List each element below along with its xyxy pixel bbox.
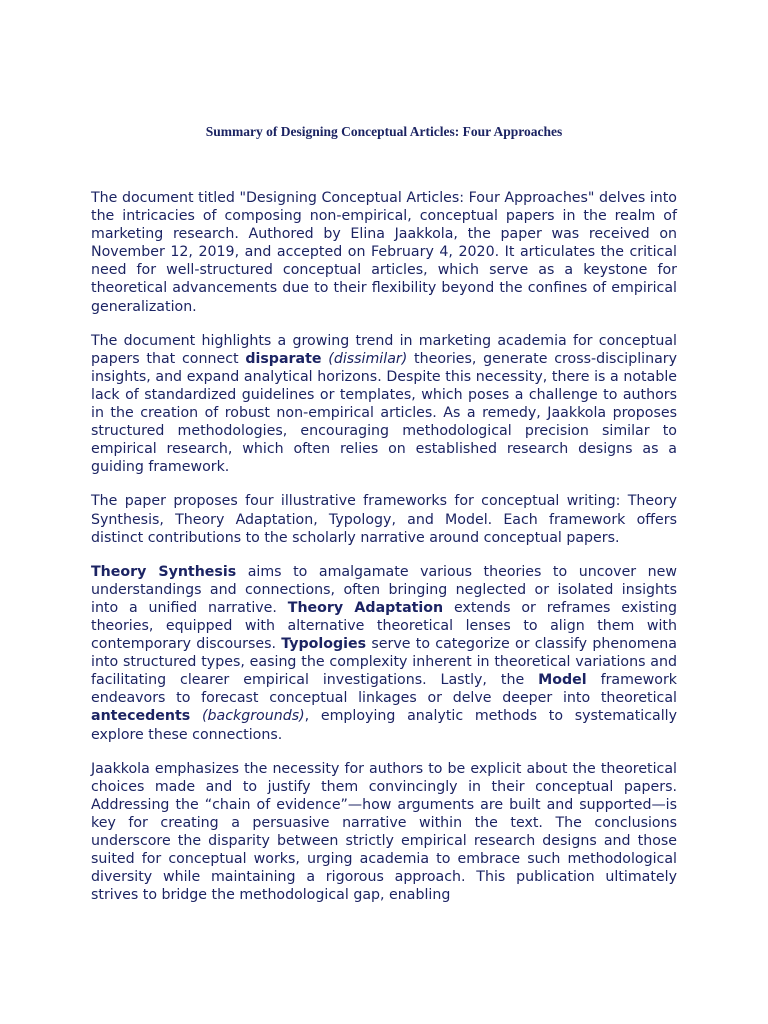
gloss-backgrounds: (backgrounds) (201, 708, 305, 725)
text-run: The document highlights a growing trend in marketing academia for conceptual papers that connect (91, 332, 677, 367)
text-run (190, 708, 202, 724)
text-run: serve to categorize or classify phenomena into structured types, easing the complexity inherent in theoretical variations and facilitating clearer empirical investigations. Lastly, the (91, 636, 677, 689)
term-typologies: Typologies (281, 636, 367, 653)
paragraph-conclusion: Jaakkola emphasizes the necessity for authors to be explicit about the theoretical choices made and to justify them convincingly in their conceptual papers. Addressing the “chain of evidence”—how arguments are built and supported—is key for creating a persuasive narrative within the text. The conclusions underscore the disparity between strictly empirical research designs and those suited for conceptual works, urging academia to embrace such methodological diversity while maintaining a rigorous approach. This publication ultimately strives to bridge the methodological gap, enabling (91, 760, 677, 904)
term-disparate: disparate (245, 350, 322, 367)
paragraph-trend (91, 332, 677, 477)
term-theory-synthesis: Theory Synthesis (91, 563, 237, 580)
document-body (91, 189, 677, 920)
gloss-dissimilar: (dissimilar) (328, 350, 408, 367)
document-title: Summary of Designing Conceptual Articles: Four Approaches (205, 124, 563, 139)
term-theory-adaptation: Theory Adaptation (287, 599, 444, 616)
term-antecedents: antecedents (91, 708, 191, 725)
paragraph-framework-details (91, 563, 677, 744)
text-run: aims to amalgamate various theories to uncover new understandings and connections, often bringing neglected or isolated insights into a unified narrative. (91, 563, 677, 616)
text-run: theories, generate cross-disciplinary insights, and expand analytical horizons. Despite this necessity, there is a notable lack of standardized guidelines or templates, which poses a challenge to authors in the creation of robust non-empirical articles. As a remedy, Jaakkola proposes structured methodologies, encouraging methodological precision similar to empirical research, which often relies on established research designs as a guiding framework. (91, 350, 677, 476)
text-run: framework endeavors to forecast conceptual linkages or delve deeper into theoretical (91, 672, 677, 707)
paragraph-frameworks: The paper proposes four illustrative frameworks for conceptual writing: Theory Synthesis, Theory Adaptation, Typology, and Model. Each framework offers distinct contributions to the scholarly narrative around conceptual papers. (91, 493, 677, 546)
paragraph-intro: The document titled "Designing Conceptual Articles: Four Approaches" delves into the intricacies of composing non-empirical, conceptual papers in the realm of marketing research. Authored by Elina Jaakkola, the paper was received on November 12, 2019, and accepted on February 4, 2020. It articulates the critical need for well-structured conceptual articles, which serve as a keystone for theoretical advancements due to their flexibility beyond the confines of empirical generalization. (91, 190, 677, 315)
text-run: extends or reframes existing theories, equipped with alternative theoretical lenses to align them with contemporary discourses. (91, 599, 677, 653)
term-model: Model (538, 672, 587, 689)
text-run: , employing analytic methods to systematically explore these connections. (91, 708, 678, 743)
